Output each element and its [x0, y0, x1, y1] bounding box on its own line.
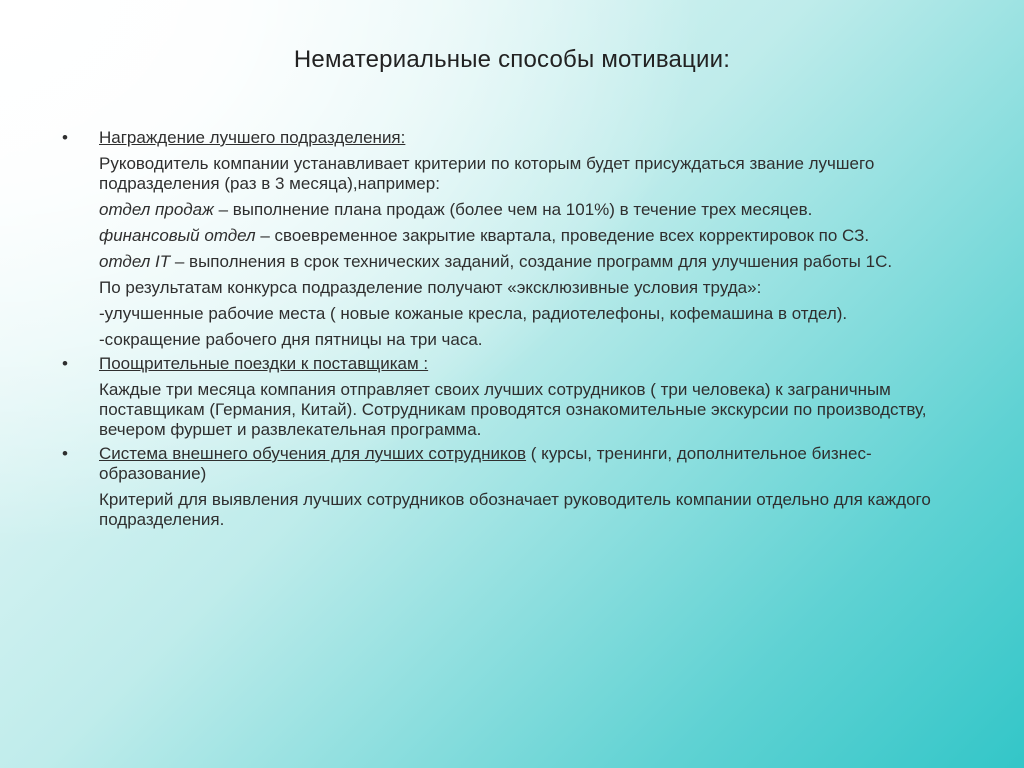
paragraph	[99, 226, 972, 246]
paragraph: По результатам конкурса подразделение получают «эксклюзивные условия труда»:	[99, 278, 762, 297]
paragraph: -улучшенные рабочие места ( новые кожаные кресла, радиотелефоны, кофемашина в отдел).	[99, 304, 848, 323]
paragraph	[99, 200, 972, 220]
slide-content	[62, 128, 972, 534]
section-heading: Поощрительные поездки к поставщикам :	[99, 354, 429, 373]
paragraph-text: – своевременное закрытие квартала, проведение всех корректировок по СЗ.	[255, 226, 870, 245]
paragraph-text: – выполнение плана продаж (более чем на 101%) в течение трех месяцев.	[213, 200, 813, 219]
slide-title: Нематериальные способы мотивации:	[293, 46, 731, 73]
paragraph-text: – выполнения в срок технических заданий, создание программ для улучшения работы 1С.	[170, 252, 893, 271]
department-name: отдел IT	[99, 252, 171, 271]
section-heading-line	[99, 444, 972, 484]
section-external-training	[62, 444, 972, 530]
bullet-marker: •	[62, 444, 68, 463]
section-award-best-department	[62, 128, 972, 350]
bullet-marker: •	[62, 128, 68, 147]
section-heading: Система внешнего обучения для лучших сотрудников	[99, 444, 527, 463]
bullet-marker: •	[62, 354, 68, 373]
paragraph	[99, 252, 972, 272]
department-name: финансовый отдел	[99, 226, 256, 245]
section-incentive-trips	[62, 354, 972, 440]
department-name: отдел продаж	[99, 200, 214, 219]
paragraph: Критерий для выявления лучших сотрудников обозначает руководитель компании отдельно для каждого подразделения.	[99, 490, 931, 529]
paragraph: -сокращение рабочего дня пятницы на три часа.	[99, 330, 483, 349]
paragraph: Каждые три месяца компания отправляет своих лучших сотрудников ( три человека) к заграничным поставщикам (Германия, Китай). Сотрудникам проводятся ознакомительные экскурсии по производству, вечером фуршет и развлекательная программа.	[99, 380, 927, 439]
paragraph: Руководитель компании устанавливает критерии по которым будет присуждаться звание лучшего подразделения (раз в 3 месяца),например:	[99, 154, 875, 193]
section-heading: Награждение лучшего подразделения:	[99, 128, 406, 147]
section-heading-rest: ( курсы, тренинги, дополнительное бизнес- образование)	[99, 444, 872, 483]
